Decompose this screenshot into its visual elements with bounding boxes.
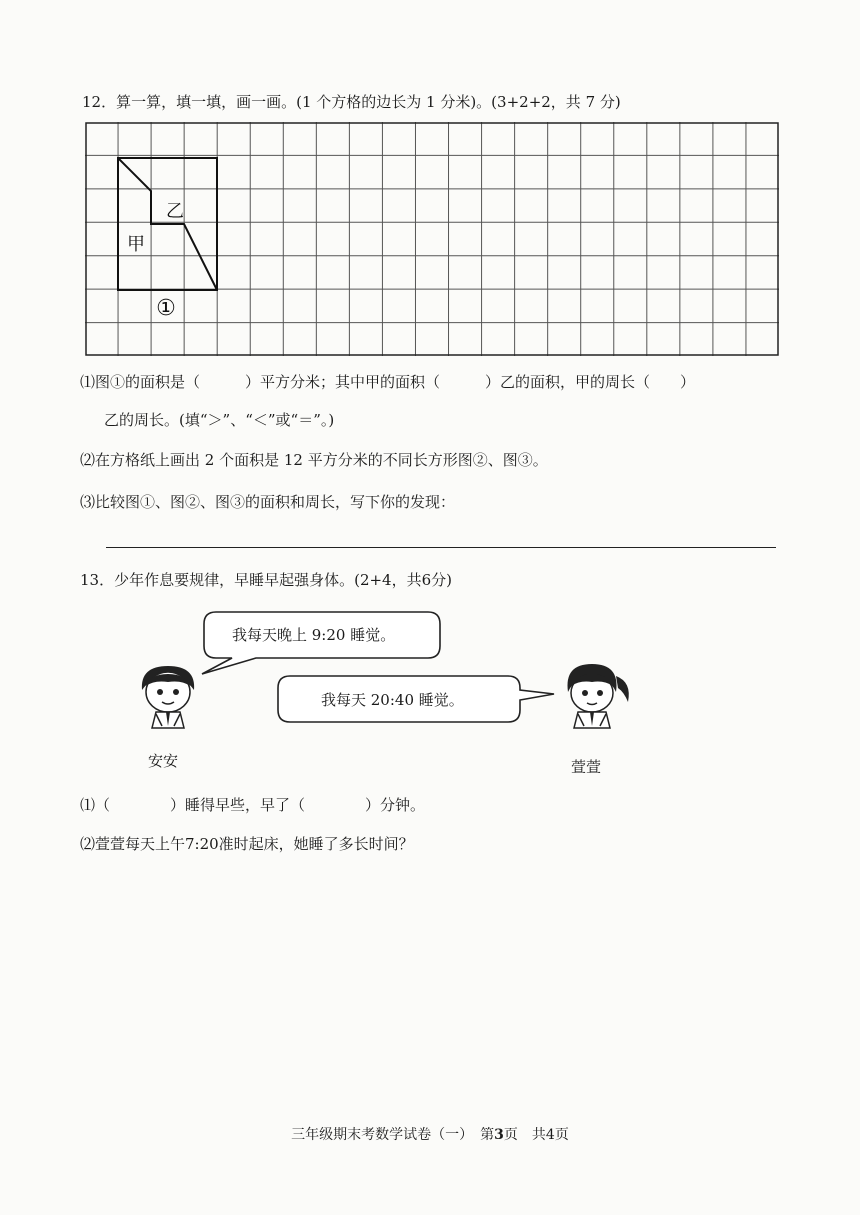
label-yi: 乙 [166,201,184,222]
footer-prefix: 三年级期末考数学试卷（一） 第 [291,1127,495,1143]
bubble1-text: 我每天晚上 9:20 睡觉。 [232,626,396,644]
kid2-name: 萱萱 [571,758,602,776]
boy-icon [136,660,200,730]
q12-title: 12．算一算，填一填，画一画。(1 个方格的边长为 1 分米)。(3+2+2，共 7 分) [82,93,621,111]
q13-part1: ⑴（ ）睡得早些，早了（ ）分钟。 [80,796,426,814]
page-footer [0,1124,860,1144]
kid1-name: 安安 [148,752,179,770]
label-jia: 甲 [127,234,145,255]
footer-suffix: 页 [554,1127,569,1143]
footer-page-number: 3 [494,1127,504,1143]
bubble2-text: 我每天 20:40 睡觉。 [321,691,464,709]
footer-middle: 页 共 [503,1127,546,1143]
square-grid [85,122,779,356]
q12-part1-line1: ⑴图①的面积是（ ）平方分米；其中甲的面积（ ）乙的面积，甲的周长（ ） [80,373,696,391]
footer-total-pages: 4 [545,1127,555,1143]
figure-1 [118,158,217,290]
answer-line [106,547,776,548]
q13-part2: ⑵萱萱每天上午7:20准时起床，她睡了多长时间？ [80,835,414,853]
label-figure-1: ① [156,296,176,321]
q13-title: 13．少年作息要规律，早睡早起强身体。(2+4，共6分) [80,571,452,589]
girl-icon [558,658,634,730]
q12-part2: ⑵在方格纸上画出 2 个面积是 12 平方分米的不同长方形图②、图③。 [80,451,548,469]
q12-part3: ⑶比较图①、图②、图③的面积和周长，写下你的发现： [80,493,456,511]
q12-part1-line2: 乙的周长。(填“＞”、“＜”或“＝”。) [104,411,335,429]
